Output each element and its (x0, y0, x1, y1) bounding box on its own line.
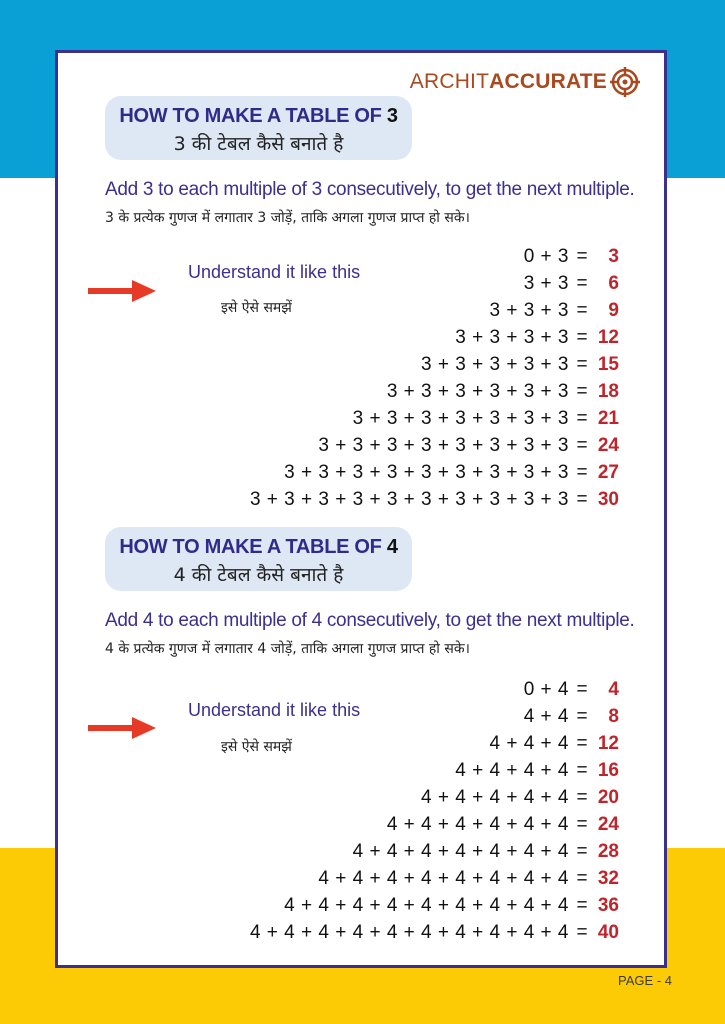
equals-sign: = (576, 380, 588, 402)
instruction-en: Add 3 to each multiple of 3 consecutively, to get the next multiple. (105, 179, 635, 200)
row-result: 9 (608, 299, 619, 321)
row-expression: 0 + 3 (523, 245, 569, 267)
brand-part2: ACCURATE (489, 70, 607, 93)
table-row (149, 486, 619, 513)
table-row (149, 676, 619, 703)
equals-sign: = (576, 326, 588, 348)
row-result: 24 (597, 434, 619, 456)
table-row (149, 243, 619, 270)
equals-sign: = (576, 407, 588, 429)
equals-sign: = (576, 461, 588, 483)
row-expression: 0 + 4 (523, 678, 569, 700)
row-result: 36 (597, 894, 619, 916)
table-row (149, 865, 619, 892)
row-expression: 3 + 3 + 3 + 3 + 3 + 3 + 3 + 3 (318, 434, 569, 456)
row-expression: 4 + 4 + 4 + 4 + 4 + 4 + 4 + 4 (318, 867, 569, 889)
row-expression: 4 + 4 + 4 + 4 + 4 + 4 + 4 + 4 + 4 (284, 894, 569, 916)
table-row (149, 378, 619, 405)
equals-sign: = (576, 353, 588, 375)
page-number: PAGE - 4 (618, 973, 672, 988)
equals-sign: = (576, 705, 588, 727)
table-row (149, 703, 619, 730)
table-row (149, 324, 619, 351)
row-result: 4 (608, 678, 619, 700)
equals-sign: = (576, 921, 588, 943)
row-result: 6 (608, 272, 619, 294)
equals-sign: = (576, 678, 588, 700)
row-expression: 3 + 3 + 3 + 3 + 3 + 3 + 3 (352, 407, 569, 429)
section-heading-box (105, 527, 412, 591)
row-expression: 3 + 3 + 3 + 3 + 3 + 3 + 3 + 3 + 3 (284, 461, 569, 483)
instruction-hi: 3 के प्रत्येक गुणज में लगातार 3 जोड़ें, ताकि अगला गुणज प्राप्त हो सके। (105, 210, 470, 226)
right-arrow-icon (88, 280, 156, 302)
table-row (149, 757, 619, 784)
equals-sign: = (576, 299, 588, 321)
heading-text: HOW TO MAKE A TABLE OF (119, 105, 387, 127)
table-row (149, 892, 619, 919)
equals-sign: = (576, 786, 588, 808)
row-result: 3 (608, 245, 619, 267)
row-result: 12 (597, 326, 619, 348)
equals-sign: = (576, 732, 588, 754)
table-row (149, 459, 619, 486)
row-result: 8 (608, 705, 619, 727)
equals-sign: = (576, 840, 588, 862)
equals-sign: = (576, 894, 588, 916)
row-result: 40 (597, 921, 619, 943)
table-row (149, 919, 619, 946)
row-expression: 4 + 4 (523, 705, 569, 727)
row-expression: 3 + 3 + 3 + 3 + 3 + 3 (386, 380, 569, 402)
multiplication-rows (149, 243, 619, 513)
row-result: 30 (597, 488, 619, 510)
row-result: 28 (597, 840, 619, 862)
row-expression: 4 + 4 + 4 + 4 + 4 + 4 + 4 (352, 840, 569, 862)
equals-sign: = (576, 434, 588, 456)
table-row (149, 297, 619, 324)
row-expression: 4 + 4 + 4 + 4 + 4 + 4 (386, 813, 569, 835)
row-result: 20 (597, 786, 619, 808)
section-heading-hi: 3 की टेबल कैसे बनाते है (173, 133, 344, 155)
row-result: 27 (597, 461, 619, 483)
equals-sign: = (576, 245, 588, 267)
row-expression: 4 + 4 + 4 + 4 + 4 + 4 + 4 + 4 + 4 + 4 (249, 921, 569, 943)
row-result: 32 (597, 867, 619, 889)
row-expression: 3 + 3 + 3 + 3 + 3 (421, 353, 569, 375)
row-result: 18 (597, 380, 619, 402)
heading-number: 4 (386, 536, 398, 558)
equals-sign: = (576, 272, 588, 294)
table-row (149, 838, 619, 865)
target-icon (610, 67, 640, 97)
table-row (149, 784, 619, 811)
table-row (149, 432, 619, 459)
equals-sign: = (576, 867, 588, 889)
instruction-hi: 4 के प्रत्येक गुणज में लगातार 4 जोड़ें, ताकि अगला गुणज प्राप्त हो सके। (105, 641, 470, 657)
equals-sign: = (576, 813, 588, 835)
understand-label-en: Understand it like this (188, 700, 361, 720)
equals-sign: = (576, 488, 588, 510)
table-row (149, 270, 619, 297)
row-result: 12 (597, 732, 619, 754)
row-expression: 4 + 4 + 4 (489, 732, 569, 754)
section-heading-en (105, 105, 412, 128)
row-result: 16 (597, 759, 619, 781)
row-result: 21 (597, 407, 619, 429)
heading-number: 3 (386, 105, 398, 127)
right-arrow-icon (88, 717, 156, 739)
row-expression: 3 + 3 + 3 + 3 (455, 326, 569, 348)
page-card (55, 50, 667, 968)
heading-text: HOW TO MAKE A TABLE OF (119, 536, 387, 558)
table-row (149, 730, 619, 757)
understand-label-en: Understand it like this (188, 262, 361, 282)
row-expression: 4 + 4 + 4 + 4 (455, 759, 569, 781)
row-expression: 3 + 3 + 3 (489, 299, 569, 321)
brand-logo (410, 67, 640, 97)
table-row (149, 351, 619, 378)
brand-part1: ARCHIT (409, 70, 490, 93)
understand-label-hi: इसे ऐसे समझें (221, 739, 292, 755)
section-heading-box (105, 96, 412, 160)
equals-sign: = (576, 759, 588, 781)
row-result: 15 (597, 353, 619, 375)
row-result: 24 (597, 813, 619, 835)
row-expression: 4 + 4 + 4 + 4 + 4 (421, 786, 569, 808)
row-expression: 3 + 3 (523, 272, 569, 294)
row-expression: 3 + 3 + 3 + 3 + 3 + 3 + 3 + 3 + 3 + 3 (249, 488, 569, 510)
table-row (149, 405, 619, 432)
section-heading-en (105, 536, 412, 559)
understand-label-hi: इसे ऐसे समझें (221, 300, 292, 316)
multiplication-rows (149, 676, 619, 946)
instruction-en: Add 4 to each multiple of 4 consecutively, to get the next multiple. (105, 610, 635, 631)
table-row (149, 811, 619, 838)
section-heading-hi: 4 की टेबल कैसे बनाते है (173, 564, 344, 586)
